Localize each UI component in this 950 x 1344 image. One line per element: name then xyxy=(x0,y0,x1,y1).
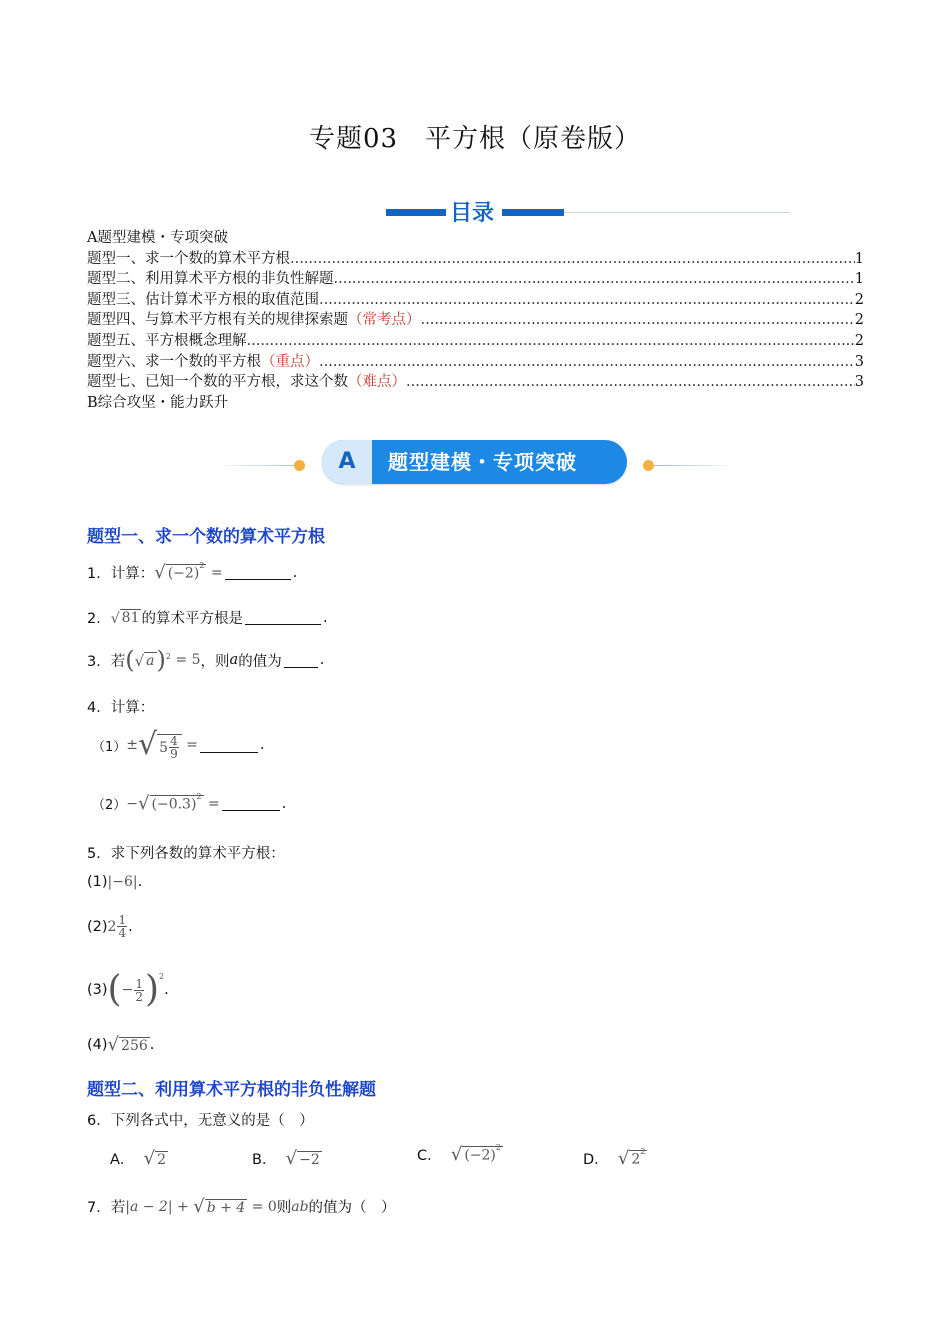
question-4-part-1 xyxy=(92,727,265,762)
toc-item-page: 2 xyxy=(854,291,864,308)
part-label: （2） xyxy=(92,798,127,813)
negative-sign: − xyxy=(121,982,134,998)
banner-pill xyxy=(322,440,627,484)
toc-heading-text: 目录 xyxy=(450,201,495,226)
section-banner xyxy=(214,438,736,486)
plus-minus: ± xyxy=(126,737,139,753)
toc-heading xyxy=(386,196,566,230)
toc-item[interactable] xyxy=(87,331,864,352)
page-title: 专题03 平方根（原卷版） xyxy=(308,124,642,154)
toc-item[interactable] xyxy=(87,310,864,331)
toc-leader-dots xyxy=(334,269,855,290)
option-b[interactable]: B． √ −2 xyxy=(252,1147,320,1169)
question-4-part-2 xyxy=(92,791,287,814)
math-expression: ( √ a ) 2 = 5 xyxy=(125,646,201,674)
equation-value: = 5 xyxy=(175,652,201,668)
exponent: 2 xyxy=(640,1146,646,1156)
toc-section-a[interactable]: A题型建模・专项突破 xyxy=(87,230,228,246)
whole-part: 2 xyxy=(107,918,117,935)
negative-sign: − xyxy=(126,795,139,812)
option-key: C． xyxy=(417,1148,442,1164)
question-6 xyxy=(87,1109,314,1130)
toc-item-page: 2 xyxy=(854,332,864,349)
answer-blank[interactable] xyxy=(222,796,280,811)
radicand: 256 xyxy=(121,1038,148,1054)
radicand: (−2) xyxy=(167,565,200,582)
exponent: 2 xyxy=(495,1142,501,1152)
absolute-value-content: a − 2 xyxy=(129,1198,168,1215)
banner-dot-right xyxy=(643,460,654,471)
toc-item[interactable] xyxy=(87,352,864,373)
radicand: b + 4 xyxy=(206,1199,246,1216)
question-number: 2． xyxy=(87,611,111,627)
math-expression: √ $(-2)^2$ = xyxy=(154,560,223,583)
option-c[interactable]: C． √ $(-2)^2$ xyxy=(417,1142,501,1165)
toc-item-page: 3 xyxy=(854,374,864,391)
part-label: (4) xyxy=(87,1037,108,1053)
toc-item-label: 题型五、平方根概念理解 xyxy=(87,332,247,349)
option-a[interactable]: A． √ 2 xyxy=(110,1147,167,1169)
question-number: 3． xyxy=(87,653,111,670)
option-key: A． xyxy=(110,1152,135,1168)
math-expression: ( − $\frac{1}{2}$ ) 2 xyxy=(107,969,165,1010)
question-5-part-1 xyxy=(87,874,142,890)
radicand: 2 xyxy=(157,1151,167,1168)
question-number: 4． xyxy=(87,700,111,716)
radicand: (−2) xyxy=(464,1147,496,1164)
question-3 xyxy=(87,648,324,672)
math-expression: | a − 2 | + √ b + 4 = 0 xyxy=(125,1195,277,1217)
question-4 xyxy=(87,696,154,717)
radicand: (−0.3) xyxy=(151,796,197,813)
period: . xyxy=(164,982,169,998)
variable: ab xyxy=(291,1198,309,1215)
question-text: 若 xyxy=(110,653,126,670)
toc-bar-right xyxy=(502,209,564,216)
question-5-part-4 xyxy=(87,1036,154,1054)
toc-item-page: 2 xyxy=(854,312,864,329)
part-label: (1) xyxy=(87,874,108,890)
period: . xyxy=(322,609,328,626)
toc-item-label: 题型六、求一个数的平方根 xyxy=(87,353,261,370)
toc-leader-dots xyxy=(319,290,855,311)
toc-item-tag: （难点） xyxy=(348,374,406,391)
whole-part: 5 xyxy=(159,739,169,756)
math-expression: ± √ 5 $\frac{4}{9}$ = xyxy=(126,727,198,762)
radicand: 81 xyxy=(121,610,140,626)
radicand: a xyxy=(146,652,155,669)
question-text: 下列各式中，无意义的是（ ） xyxy=(110,1113,314,1129)
question-text: 的算术平方根是 xyxy=(141,611,243,627)
period: . xyxy=(128,918,133,935)
answer-blank[interactable] xyxy=(225,565,291,580)
question-1 xyxy=(87,562,297,583)
question-5 xyxy=(87,842,285,863)
toc-leader-dots xyxy=(319,352,855,373)
option-key: B． xyxy=(252,1152,277,1168)
math-expression: √ 256 xyxy=(107,1034,148,1055)
toc-item-label: 题型三、估计算术平方根的取值范围 xyxy=(87,291,319,308)
answer-blank[interactable] xyxy=(245,610,321,625)
toc-leader-dots xyxy=(406,372,855,393)
exponent: 2 xyxy=(196,791,202,801)
plus-sign: + xyxy=(177,1198,189,1215)
equals-sign: = xyxy=(210,564,223,581)
option-d[interactable]: D． √ $2^2$ xyxy=(583,1146,646,1169)
toc-item-label: 题型四、与算术平方根有关的规律探索题 xyxy=(87,312,348,329)
answer-blank[interactable] xyxy=(200,738,258,753)
toc-leader-dots xyxy=(290,249,855,270)
period: . xyxy=(149,1037,155,1053)
math-expression: − √ $(-0.3)^2$ = xyxy=(126,791,220,814)
question-text: 则 xyxy=(276,1200,292,1216)
question-text: 计算： xyxy=(110,566,155,582)
part-label: (2) xyxy=(87,918,108,935)
math-expression: √ 81 xyxy=(110,610,140,627)
period: . xyxy=(319,652,325,668)
question-5-part-2 xyxy=(87,914,133,939)
toc-item-tag: （重点） xyxy=(261,353,319,370)
exponent: 2 xyxy=(159,971,165,981)
numerator: 1 xyxy=(118,913,127,927)
question-text: 求下列各数的算术平方根： xyxy=(110,846,285,862)
toc-item-label: 题型一、求一个数的算术平方根 xyxy=(87,250,290,267)
equation-value: = 0 xyxy=(251,1198,277,1215)
toc-bar-left xyxy=(386,209,446,216)
question-7 xyxy=(87,1196,396,1217)
question-5-part-3 xyxy=(87,969,169,1010)
period: . xyxy=(292,564,298,581)
period: . xyxy=(281,795,287,812)
part-label: (3) xyxy=(87,982,108,998)
numerator: 4 xyxy=(170,734,178,748)
toc-item-label: 题型七、已知一个数的平方根，求这个数 xyxy=(87,374,348,391)
section-title-2: 题型二、利用算术平方根的非负性解题 xyxy=(87,1080,376,1100)
question-text: 计算： xyxy=(110,700,155,716)
question-text: 的值为（ ） xyxy=(308,1200,396,1216)
toc-section-b[interactable]: B综合攻坚・能力跃升 xyxy=(87,394,229,411)
numerator: 1 xyxy=(135,976,143,991)
part-label: （1） xyxy=(92,739,127,755)
banner-letter: A xyxy=(322,440,372,484)
denominator: 4 xyxy=(118,926,127,940)
toc-item-page: 3 xyxy=(854,353,864,370)
toc-item-label: 题型二、利用算术平方根的非负性解题 xyxy=(87,271,334,288)
question-text: 的值为 xyxy=(238,653,282,670)
banner-text: 题型建模・专项突破 xyxy=(388,450,577,474)
math-expression: |−6| xyxy=(107,874,138,890)
toc-item-page: 1 xyxy=(854,250,864,267)
question-number: 6． xyxy=(87,1113,111,1129)
period: . xyxy=(137,874,143,890)
toc-item[interactable] xyxy=(87,269,864,290)
variable: a xyxy=(229,652,239,668)
section-title-1: 题型一、求一个数的算术平方根 xyxy=(87,527,325,547)
question-text: 若 xyxy=(110,1200,126,1216)
radicand: 2 xyxy=(631,1151,641,1168)
question-number: 7． xyxy=(87,1200,111,1216)
period: . xyxy=(259,737,265,753)
equals-sign: = xyxy=(186,737,198,753)
denominator: 9 xyxy=(170,747,178,761)
question-2 xyxy=(87,607,328,628)
option-key: D． xyxy=(583,1152,609,1168)
question-number: 5． xyxy=(87,846,111,862)
toc-item[interactable] xyxy=(87,290,864,311)
answer-blank[interactable] xyxy=(284,653,318,668)
toc-item[interactable] xyxy=(87,372,864,393)
equals-sign: = xyxy=(207,795,220,812)
toc-item[interactable] xyxy=(87,249,864,270)
toc-item-page: 1 xyxy=(854,271,864,288)
table-of-contents xyxy=(87,228,864,413)
question-text: ，则 xyxy=(200,653,230,670)
exponent: 2 xyxy=(199,560,205,570)
toc-item-tag: （常考点） xyxy=(348,312,421,329)
banner-dot-left xyxy=(294,460,305,471)
toc-leader-dots xyxy=(421,310,855,331)
denominator: 2 xyxy=(135,989,143,1004)
math-expression xyxy=(108,914,129,939)
exponent: 2 xyxy=(165,651,171,661)
radicand: −2 xyxy=(299,1151,320,1168)
question-number: 1． xyxy=(87,566,111,582)
toc-leader-dots xyxy=(247,331,855,352)
